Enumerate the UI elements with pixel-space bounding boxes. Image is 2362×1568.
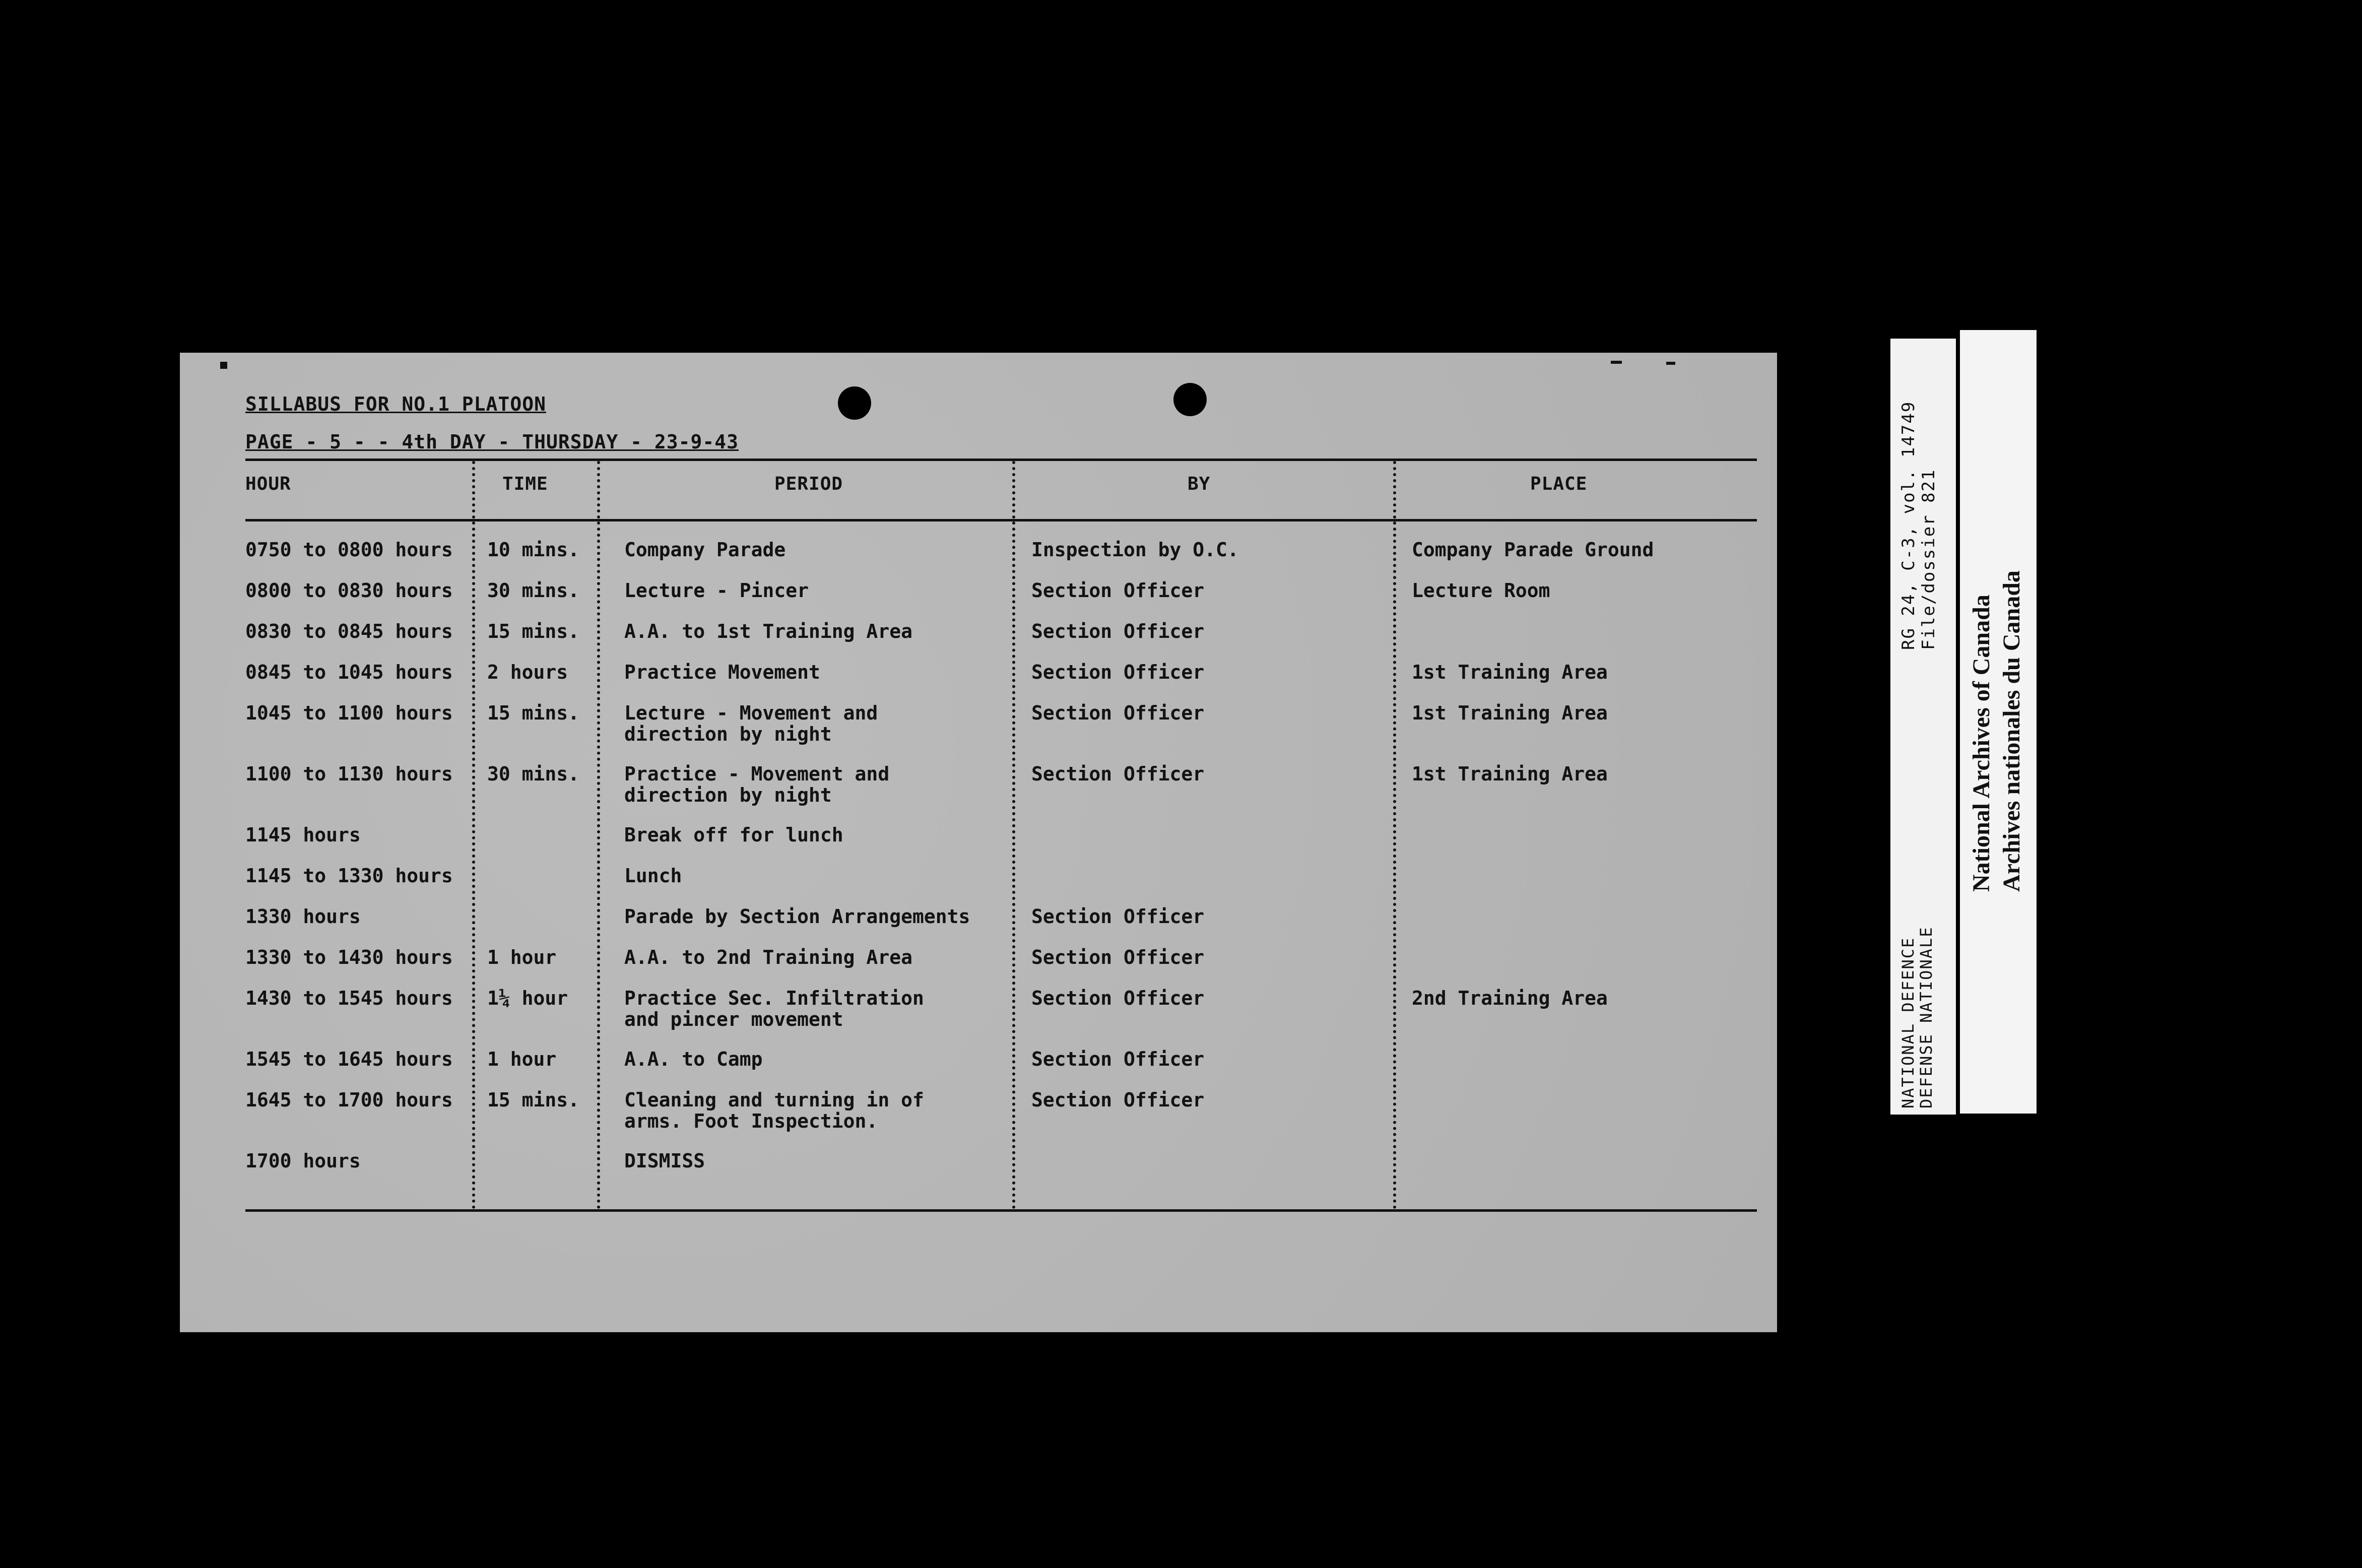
cell-by: Section Officer [1031, 1089, 1205, 1111]
cell-place: Company Parade Ground [1412, 539, 1654, 561]
cell-time: 15 mins. [487, 1089, 580, 1111]
cell-hour: 1045 to 1100 hours [245, 702, 453, 724]
stray-mark [1666, 362, 1675, 365]
cell-time: 30 mins. [487, 763, 580, 785]
cell-time: 2 hours [487, 661, 568, 683]
archives-name-english: National Archives of Canada [1968, 595, 1995, 892]
cell-by: Section Officer [1031, 763, 1205, 785]
cell-by: Section Officer [1031, 579, 1205, 602]
stray-mark [220, 362, 227, 369]
document-title: SILLABUS FOR NO.1 PLATOON [245, 393, 546, 415]
cell-period: Cleaning and turning in of arms. Foot Inspection. [624, 1089, 924, 1132]
cell-period: Practice - Movement and direction by night [624, 763, 890, 806]
cell-hour: 0800 to 0830 hours [245, 579, 453, 602]
cell-by: Section Officer [1031, 946, 1205, 968]
cell-hour: 1330 to 1430 hours [245, 946, 453, 968]
cell-by: Section Officer [1031, 702, 1205, 724]
header-time: TIME [502, 474, 548, 494]
cell-time: 10 mins. [487, 539, 580, 561]
cell-period: Lecture - Pincer [624, 579, 809, 602]
cell-period: A.A. to 2nd Training Area [624, 946, 912, 968]
cell-time: 15 mins. [487, 620, 580, 642]
cell-period: A.A. to 1st Training Area [624, 620, 912, 642]
cell-period: Lunch [624, 865, 682, 887]
cell-by: Section Officer [1031, 1048, 1205, 1070]
archive-reference-line1: RG 24, C-3, vol. 14749 [1898, 401, 1919, 650]
cell-hour: 0750 to 0800 hours [245, 539, 453, 561]
cell-by: Section Officer [1031, 620, 1205, 642]
cell-hour: 1330 hours [245, 905, 361, 928]
cell-by: Section Officer [1031, 661, 1205, 683]
punch-hole-left [838, 386, 871, 420]
header-place: PLACE [1530, 474, 1588, 494]
cell-period: Company Parade [624, 539, 786, 561]
cell-period: Parade by Section Arrangements [624, 905, 970, 928]
document-subtitle: PAGE - 5 - - 4th DAY - THURSDAY - 23-9-43 [245, 431, 739, 453]
cell-period: Practice Sec. Infiltration and pincer movement [624, 987, 924, 1030]
cell-hour: 1145 hours [245, 824, 361, 846]
department-line2: DEFENSE NATIONALE [1917, 926, 1936, 1108]
cell-hour: 1145 to 1330 hours [245, 865, 453, 887]
cell-hour: 0845 to 1045 hours [245, 661, 453, 683]
cell-hour: 1700 hours [245, 1150, 361, 1172]
punch-hole-right [1173, 383, 1207, 416]
column-divider [1393, 461, 1396, 1209]
cell-period: Break off for lunch [624, 824, 843, 846]
cell-place: 1st Training Area [1412, 702, 1608, 724]
cell-place: Lecture Room [1412, 579, 1550, 602]
cell-time: 15 mins. [487, 702, 580, 724]
header-period: PERIOD [774, 474, 843, 494]
cell-by: Section Officer [1031, 905, 1205, 928]
cell-time: 1¼ hour [487, 987, 568, 1009]
cell-place: 1st Training Area [1412, 661, 1608, 683]
cell-time: 1 hour [487, 1048, 557, 1070]
cell-by: Section Officer [1031, 987, 1205, 1009]
document-sheet [180, 353, 1777, 1332]
cell-time: 30 mins. [487, 579, 580, 602]
cell-hour: 1100 to 1130 hours [245, 763, 453, 785]
cell-hour: 1430 to 1545 hours [245, 987, 453, 1009]
column-divider [472, 461, 475, 1209]
cell-period: Practice Movement [624, 661, 820, 683]
cell-hour: 1545 to 1645 hours [245, 1048, 453, 1070]
cell-period: DISMISS [624, 1150, 705, 1172]
header-by: BY [1188, 474, 1211, 494]
cell-place: 2nd Training Area [1412, 987, 1608, 1009]
archives-name-french: Archives nationales du Canada [1998, 570, 2025, 892]
header-hour: HOUR [245, 474, 291, 494]
archive-reference-line2: File/dossier 821 [1919, 469, 1939, 650]
cell-time: 1 hour [487, 946, 557, 968]
cell-period: A.A. to Camp [624, 1048, 763, 1070]
cell-hour: 0830 to 0845 hours [245, 620, 453, 642]
cell-hour: 1645 to 1700 hours [245, 1089, 453, 1111]
cell-place: 1st Training Area [1412, 763, 1608, 785]
table-bottom-rule [245, 1209, 1757, 1212]
stray-mark [1611, 361, 1622, 364]
cell-period: Lecture - Movement and direction by night [624, 702, 878, 745]
cell-by: Inspection by O.C. [1031, 539, 1239, 561]
department-line1: NATIONAL DEFENCE [1898, 937, 1918, 1108]
